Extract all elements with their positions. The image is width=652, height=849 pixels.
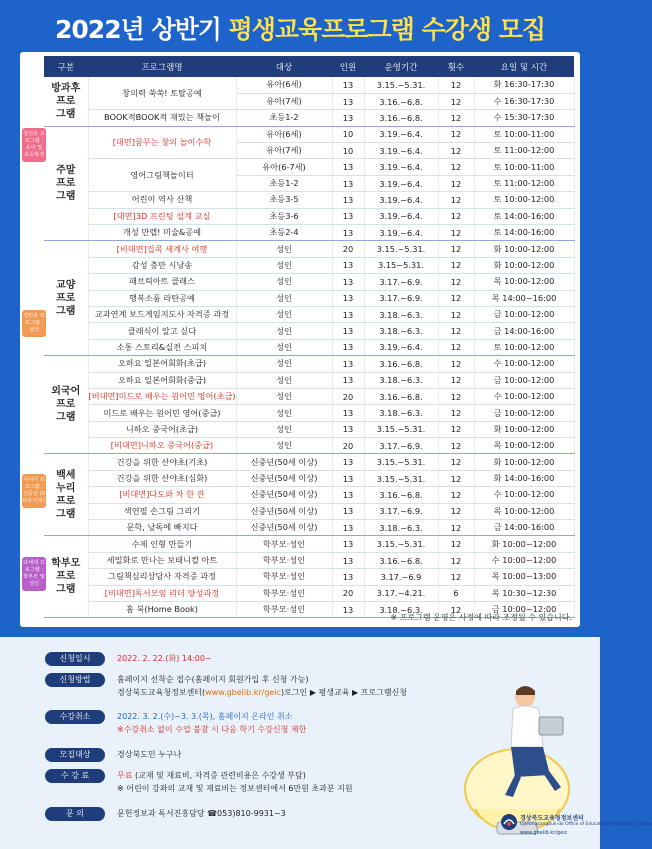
fee-free: 무료 bbox=[117, 771, 133, 780]
table-row bbox=[44, 110, 574, 126]
program-sessions: 12 bbox=[438, 257, 474, 273]
program-capacity: 13 bbox=[332, 602, 364, 618]
table-row bbox=[44, 241, 574, 257]
table-row bbox=[44, 306, 574, 322]
program-target: 성인 bbox=[236, 405, 332, 421]
program-category: 방과후 프로 그램 bbox=[44, 77, 88, 126]
program-period: 3.17.~4.21. bbox=[364, 585, 438, 601]
side-label-senior: 시니어 프로그램 : 신중년 (50대 이상) bbox=[22, 474, 46, 508]
program-target: 신중년(50세 이상) bbox=[236, 503, 332, 519]
program-target: 학부모·성인 bbox=[236, 569, 332, 585]
program-sessions: 12 bbox=[438, 208, 474, 224]
program-target: 학부모·성인 bbox=[236, 552, 332, 568]
info-label: 수강취소 bbox=[45, 710, 105, 724]
col-header: 구분 bbox=[44, 56, 88, 77]
program-name: 세밀화로 만나는 보태니컬 아트 bbox=[88, 552, 236, 568]
col-header: 운영기간 bbox=[364, 56, 438, 77]
table-row bbox=[44, 470, 574, 486]
program-period: 3.15.~5.31. bbox=[364, 470, 438, 486]
program-sessions: 12 bbox=[438, 77, 474, 93]
program-period: 3.17.~6.9. bbox=[364, 274, 438, 290]
program-period: 3.19.~6.4. bbox=[364, 143, 438, 159]
program-schedule: 수 10:00-12:00 bbox=[474, 487, 574, 503]
program-schedule: 금 10:00-12:00 bbox=[474, 405, 574, 421]
program-schedule: 목 10:00-12:00 bbox=[474, 274, 574, 290]
program-period: 3.15~5.31. bbox=[364, 257, 438, 273]
table-row bbox=[44, 208, 574, 224]
table-row bbox=[44, 356, 574, 372]
info-label: 신청방법 bbox=[45, 673, 105, 687]
program-capacity: 20 bbox=[332, 241, 364, 257]
program-name: 감성 충만 시낭송 bbox=[88, 257, 236, 273]
program-sessions: 12 bbox=[438, 536, 474, 552]
program-sessions: 12 bbox=[438, 602, 474, 618]
program-capacity: 13 bbox=[332, 225, 364, 241]
program-schedule: 금 10:00-12:00 bbox=[474, 306, 574, 322]
program-period: 3.16.~6.8. bbox=[364, 552, 438, 568]
program-schedule: 토 11:00-12:00 bbox=[474, 175, 574, 191]
program-sessions: 12 bbox=[438, 438, 474, 454]
col-header: 프로그램명 bbox=[88, 56, 236, 77]
table-row bbox=[44, 569, 574, 585]
program-sessions: 12 bbox=[438, 143, 474, 159]
program-schedule: 금 14:00-16:00 bbox=[474, 323, 574, 339]
program-period: 3.15.~5.31. bbox=[364, 241, 438, 257]
program-target: 유아(6세) bbox=[236, 126, 332, 142]
program-name: 어린이 역사 산책 bbox=[88, 192, 236, 208]
program-sessions: 12 bbox=[438, 569, 474, 585]
info-text-part: 경상북도교육청정보센터( bbox=[117, 688, 206, 697]
program-period: 3.18.~6.3. bbox=[364, 602, 438, 618]
program-target: 성인 bbox=[236, 438, 332, 454]
program-target: 초등3-6 bbox=[236, 208, 332, 224]
table-row bbox=[44, 421, 574, 437]
program-schedule: 화 10:00-12:00 bbox=[474, 241, 574, 257]
program-name: 수제 인형 만들기 bbox=[88, 536, 236, 552]
program-target: 성인 bbox=[236, 323, 332, 339]
program-name: BOOK적BOOK적 재밌는 책놀이 bbox=[88, 110, 236, 126]
program-sessions: 12 bbox=[438, 487, 474, 503]
side-label-child: 청년층 프로그램 : 유아 및 초등학생 bbox=[22, 128, 46, 162]
program-period: 3.16.~6.8. bbox=[364, 93, 438, 109]
program-sessions: 12 bbox=[438, 339, 474, 355]
program-sessions: 12 bbox=[438, 388, 474, 404]
program-category: 주말 프로 그램 bbox=[44, 126, 88, 241]
info-label: 신청일시 bbox=[45, 652, 105, 666]
program-sessions: 12 bbox=[438, 470, 474, 486]
program-sessions: 12 bbox=[438, 454, 474, 470]
program-capacity: 13 bbox=[332, 77, 364, 93]
program-target: 신중년(50세 이상) bbox=[236, 470, 332, 486]
side-label-family: 다세대 프로그램 : 학부모 및 성인 bbox=[22, 557, 46, 591]
program-capacity: 13 bbox=[332, 192, 364, 208]
program-category: 교양 프로 그램 bbox=[44, 241, 88, 356]
table-row bbox=[44, 290, 574, 306]
program-capacity: 13 bbox=[332, 339, 364, 355]
page-title bbox=[0, 8, 600, 52]
program-capacity: 20 bbox=[332, 388, 364, 404]
program-schedule: 화 14:00-16:00 bbox=[474, 470, 574, 486]
table-row bbox=[44, 323, 574, 339]
program-name: 패브릭아트 클래스 bbox=[88, 274, 236, 290]
table-row bbox=[44, 225, 574, 241]
program-capacity: 13 bbox=[332, 175, 364, 191]
program-name: 행복소품 라탄공예 bbox=[88, 290, 236, 306]
program-capacity: 13 bbox=[332, 454, 364, 470]
program-name: 오하요 일본어회화(중급) bbox=[88, 372, 236, 388]
table-row bbox=[44, 257, 574, 273]
program-period: 3.15.~5.31. bbox=[364, 421, 438, 437]
program-sessions: 12 bbox=[438, 323, 474, 339]
program-schedule: 수 10:00-12:00 bbox=[474, 356, 574, 372]
program-target: 유아(6세) bbox=[236, 77, 332, 93]
title-part2: 평생교육프로그램 수강생 모집 bbox=[228, 15, 545, 44]
program-name: 그림책심리상담사 자격증 과정 bbox=[88, 569, 236, 585]
program-panel bbox=[20, 52, 580, 627]
program-capacity: 13 bbox=[332, 257, 364, 273]
program-schedule: 화 10:00~12:00 bbox=[474, 536, 574, 552]
program-sessions: 12 bbox=[438, 93, 474, 109]
program-capacity: 13 bbox=[332, 372, 364, 388]
program-schedule: 수 15:30-17:30 bbox=[474, 110, 574, 126]
program-name: [대면]3D 프린팅 설계 교실 bbox=[88, 208, 236, 224]
col-header: 요일 및 시간 bbox=[474, 56, 574, 77]
table-row bbox=[44, 405, 574, 421]
program-category: 백세 누리 프로 그램 bbox=[44, 454, 88, 536]
program-capacity: 20 bbox=[332, 585, 364, 601]
program-target: 초등2-4 bbox=[236, 225, 332, 241]
program-period: 3.15.~5.31. bbox=[364, 454, 438, 470]
program-period: 3.19.~6.4. bbox=[364, 175, 438, 191]
info-text-part: )로그인 ▶ 평생교육 ▶ 프로그램신청 bbox=[280, 688, 408, 697]
program-schedule: 화 10:00-12:00 bbox=[474, 421, 574, 437]
info-value: 홈페이지 선착순 접수(홈페이지 회원가입 후 신청 가능) bbox=[117, 675, 309, 684]
program-schedule: 화 10:00-12:00 bbox=[474, 257, 574, 273]
program-name: [비대면]미드로 배우는 원어민 영어(초급) bbox=[88, 388, 236, 404]
program-name: 영어그림책놀이터 bbox=[88, 159, 236, 192]
table-row bbox=[44, 372, 574, 388]
info-label: 문 의 bbox=[45, 807, 105, 821]
program-period: 3.18.~6.3. bbox=[364, 405, 438, 421]
program-schedule: 수 10:00-12:00 bbox=[474, 388, 574, 404]
program-schedule: 금 10:00-12:00 bbox=[474, 372, 574, 388]
program-period: 3.16.~6.8. bbox=[364, 487, 438, 503]
program-name: [비대면]집콕 세계사 여행 bbox=[88, 241, 236, 257]
info-label: 모집대상 bbox=[45, 748, 105, 762]
info-value: 2022. 3. 2.(수)~3. 3.(목), 홈페이지 온라인 취소 bbox=[117, 712, 293, 721]
table-body bbox=[44, 77, 574, 618]
program-period: 3.15.~5.31. bbox=[364, 77, 438, 93]
program-name: [비대면]다도와 차 한 잔 bbox=[88, 487, 236, 503]
program-sessions: 12 bbox=[438, 306, 474, 322]
program-capacity: 13 bbox=[332, 552, 364, 568]
program-period: 3.16.~6.8. bbox=[364, 110, 438, 126]
table-row bbox=[44, 126, 574, 142]
program-capacity: 13 bbox=[332, 470, 364, 486]
program-capacity: 13 bbox=[332, 290, 364, 306]
program-capacity: 13 bbox=[332, 405, 364, 421]
program-period: 3.19.~6.4. bbox=[364, 208, 438, 224]
program-sessions: 12 bbox=[438, 225, 474, 241]
table-row bbox=[44, 585, 574, 601]
program-capacity: 20 bbox=[332, 438, 364, 454]
logo-emblem-icon bbox=[500, 813, 518, 831]
program-period: 3.17.~6.9. bbox=[364, 290, 438, 306]
info-label: 수 강 료 bbox=[45, 769, 105, 783]
program-period: 3.19.~6.4. bbox=[364, 225, 438, 241]
info-value-line2: ※수강취소 없이 수업 불참 시 다음 학기 수강신청 제한 bbox=[117, 725, 307, 734]
info-value bbox=[117, 770, 306, 782]
program-target: 성인 bbox=[236, 241, 332, 257]
program-period: 3.15.~5.31. bbox=[364, 536, 438, 552]
program-target: 학부모·성인 bbox=[236, 585, 332, 601]
program-sessions: 12 bbox=[438, 126, 474, 142]
program-capacity: 10 bbox=[332, 126, 364, 142]
program-target: 성인 bbox=[236, 257, 332, 273]
program-period: 3.16.~6.8. bbox=[364, 356, 438, 372]
table-row bbox=[44, 159, 574, 175]
info-value: 문헌정보과 독서진흥담당 ☎053)810-9931~3 bbox=[117, 809, 286, 818]
program-sessions: 12 bbox=[438, 290, 474, 306]
program-capacity: 13 bbox=[332, 487, 364, 503]
program-target: 유아(7세) bbox=[236, 93, 332, 109]
program-capacity: 13 bbox=[332, 569, 364, 585]
program-name: 교과연계 보드게임지도사 자격증 과정 bbox=[88, 306, 236, 322]
program-period: 3.19.~6.4. bbox=[364, 159, 438, 175]
program-sessions: 12 bbox=[438, 110, 474, 126]
program-name: 색연필 손그림 그리기 bbox=[88, 503, 236, 519]
program-schedule: 목 10:00~13:00 bbox=[474, 569, 574, 585]
fee-detail: (교재 및 재료비, 자격증 관련비용은 수강생 부담) bbox=[132, 771, 306, 780]
program-period: 3.19.~6.4. bbox=[364, 192, 438, 208]
info-value: 2022. 2. 22.(화) 14:00~ bbox=[117, 654, 212, 663]
program-schedule: 금 10:00~12:00 bbox=[474, 602, 574, 618]
info-value: 경상북도민 누구나 bbox=[117, 750, 182, 759]
program-capacity: 13 bbox=[332, 503, 364, 519]
program-name: 홈 북(Home Book) bbox=[88, 602, 236, 618]
program-name: 오하요 일본어회화(초급) bbox=[88, 356, 236, 372]
table-row bbox=[44, 552, 574, 568]
program-capacity: 13 bbox=[332, 323, 364, 339]
program-sessions: 12 bbox=[438, 405, 474, 421]
program-category: 학부모 프로 그램 bbox=[44, 536, 88, 618]
program-name: 소통 스토리&실전 스피치 bbox=[88, 339, 236, 355]
program-target: 성인 bbox=[236, 274, 332, 290]
table-row bbox=[44, 438, 574, 454]
program-sessions: 12 bbox=[438, 421, 474, 437]
program-sessions: 12 bbox=[438, 520, 474, 536]
program-sessions: 12 bbox=[438, 274, 474, 290]
program-sessions: 12 bbox=[438, 503, 474, 519]
program-schedule: 토 10:00-12:00 bbox=[474, 192, 574, 208]
logo-name: 경상북도교육청정보센터 bbox=[520, 815, 584, 822]
program-target: 성인 bbox=[236, 372, 332, 388]
program-target: 유아(6-7세) bbox=[236, 159, 332, 175]
program-name: 문학, 낭독에 빠지다 bbox=[88, 520, 236, 536]
table-row bbox=[44, 339, 574, 355]
title-part1: 2022년 상반기 bbox=[55, 15, 229, 44]
program-target: 유아(7세) bbox=[236, 143, 332, 159]
program-target: 성인 bbox=[236, 356, 332, 372]
logo-url: www.gbelib.kr/geic bbox=[520, 830, 568, 836]
homepage-link[interactable]: www.gbelib.kr/geic bbox=[205, 688, 281, 697]
program-schedule: 목 14:00~16:00 bbox=[474, 290, 574, 306]
program-name: 클래식이 알고 싶다 bbox=[88, 323, 236, 339]
program-target: 성인 bbox=[236, 421, 332, 437]
logo-subtitle: Gyeongsangbuk-do Office of Education Information Center bbox=[520, 822, 652, 827]
program-category: 외국어 프로 그램 bbox=[44, 356, 88, 454]
program-name: [비대면]독서모임 리더 양성과정 bbox=[88, 585, 236, 601]
program-sessions: 12 bbox=[438, 159, 474, 175]
program-capacity: 13 bbox=[332, 356, 364, 372]
program-sessions: 12 bbox=[438, 356, 474, 372]
program-schedule: 수 10:00~12:00 bbox=[474, 552, 574, 568]
program-schedule: 화 10:00-12:00 bbox=[474, 454, 574, 470]
program-schedule: 토 10:00-11:00 bbox=[474, 126, 574, 142]
info-value-line2: ※ 어린이 강좌의 교재 및 재료비는 정보센터에서 6만원 초과분 지원 bbox=[117, 784, 353, 793]
program-target: 초등3-5 bbox=[236, 192, 332, 208]
program-schedule: 목 10:00-12:00 bbox=[474, 438, 574, 454]
program-sessions: 12 bbox=[438, 552, 474, 568]
program-sessions: 12 bbox=[438, 175, 474, 191]
table-row bbox=[44, 520, 574, 536]
program-schedule: 수 16:30-17:30 bbox=[474, 93, 574, 109]
program-target: 신중년(50세 이상) bbox=[236, 520, 332, 536]
program-capacity: 13 bbox=[332, 306, 364, 322]
program-period: 3.18.~6.3. bbox=[364, 323, 438, 339]
program-schedule: 토 10:00-11:00 bbox=[474, 159, 574, 175]
table-row bbox=[44, 503, 574, 519]
program-name: 건강을 위한 산야초(심화) bbox=[88, 470, 236, 486]
program-period: 3.19.~6.4. bbox=[364, 126, 438, 142]
program-capacity: 13 bbox=[332, 159, 364, 175]
side-label-adult: 성인층 프로그램 : 성인 bbox=[22, 310, 46, 337]
program-capacity: 13 bbox=[332, 93, 364, 109]
program-schedule: 화 16:30-17:30 bbox=[474, 77, 574, 93]
program-sessions: 12 bbox=[438, 241, 474, 257]
program-name: 니하오 중국어(초급) bbox=[88, 421, 236, 437]
info-value-line2 bbox=[117, 687, 407, 699]
program-target: 신중년(50세 이상) bbox=[236, 454, 332, 470]
program-name: 미드로 배우는 원어민 영어(중급) bbox=[88, 405, 236, 421]
program-schedule: 토 14:00-16:00 bbox=[474, 208, 574, 224]
program-schedule: 토 10:00-12:00 bbox=[474, 339, 574, 355]
table-header-row bbox=[44, 56, 574, 77]
table-row bbox=[44, 487, 574, 503]
table-row bbox=[44, 388, 574, 404]
program-capacity: 13 bbox=[332, 421, 364, 437]
program-period: 3.18.~6.3. bbox=[364, 372, 438, 388]
program-sessions: 6 bbox=[438, 585, 474, 601]
program-period: 3.19.~6.4. bbox=[364, 339, 438, 355]
program-period: 3.17.~6.9 bbox=[364, 569, 438, 585]
program-name: [대면]꿈꾸는 창의 놀이수학 bbox=[88, 126, 236, 159]
program-capacity: 13 bbox=[332, 520, 364, 536]
program-name: 창의력 쑥쑥! 토탈공예 bbox=[88, 77, 236, 110]
col-header: 횟수 bbox=[438, 56, 474, 77]
program-period: 3.18.~6.3. bbox=[364, 306, 438, 322]
program-table bbox=[44, 56, 575, 618]
table-row bbox=[44, 192, 574, 208]
program-name: 건강을 위한 산야초(기초) bbox=[88, 454, 236, 470]
table-row bbox=[44, 274, 574, 290]
program-capacity: 13 bbox=[332, 274, 364, 290]
program-target: 성인 bbox=[236, 306, 332, 322]
program-schedule: 토 11:00-12:00 bbox=[474, 143, 574, 159]
program-period: 3.16.~6.8. bbox=[364, 388, 438, 404]
program-sessions: 12 bbox=[438, 192, 474, 208]
education-center-logo bbox=[500, 810, 652, 840]
table-row bbox=[44, 77, 574, 93]
program-schedule: 목 10:00-12:00 bbox=[474, 503, 574, 519]
table-row bbox=[44, 536, 574, 552]
program-target: 성인 bbox=[236, 388, 332, 404]
program-period: 3.17.~6.9. bbox=[364, 503, 438, 519]
program-schedule: 토 14:00-16:00 bbox=[474, 225, 574, 241]
program-sessions: 12 bbox=[438, 372, 474, 388]
program-capacity: 13 bbox=[332, 536, 364, 552]
col-header: 인원 bbox=[332, 56, 364, 77]
program-capacity: 10 bbox=[332, 143, 364, 159]
program-period: 3.17.~6.9. bbox=[364, 438, 438, 454]
program-target: 학부모·성인 bbox=[236, 602, 332, 618]
program-target: 성인 bbox=[236, 339, 332, 355]
program-target: 성인 bbox=[236, 290, 332, 306]
program-name: 개성 만랩! 미술&공예 bbox=[88, 225, 236, 241]
program-name: [비대면]니하오 중국어(중급) bbox=[88, 438, 236, 454]
program-target: 초등1-2 bbox=[236, 110, 332, 126]
table-row bbox=[44, 454, 574, 470]
col-header: 대상 bbox=[236, 56, 332, 77]
program-capacity: 13 bbox=[332, 110, 364, 126]
program-target: 초등1-2 bbox=[236, 175, 332, 191]
program-target: 신중년(50세 이상) bbox=[236, 487, 332, 503]
program-period: 3.18.~6.3. bbox=[364, 520, 438, 536]
program-schedule: 금 14:00-16:00 bbox=[474, 520, 574, 536]
program-capacity: 13 bbox=[332, 208, 364, 224]
table-note: ※ 프로그램 운영은 사정에 따라 조정될 수 있습니다. bbox=[390, 613, 572, 622]
program-target: 학부모·성인 bbox=[236, 536, 332, 552]
program-schedule: 목 10:30~12:30 bbox=[474, 585, 574, 601]
